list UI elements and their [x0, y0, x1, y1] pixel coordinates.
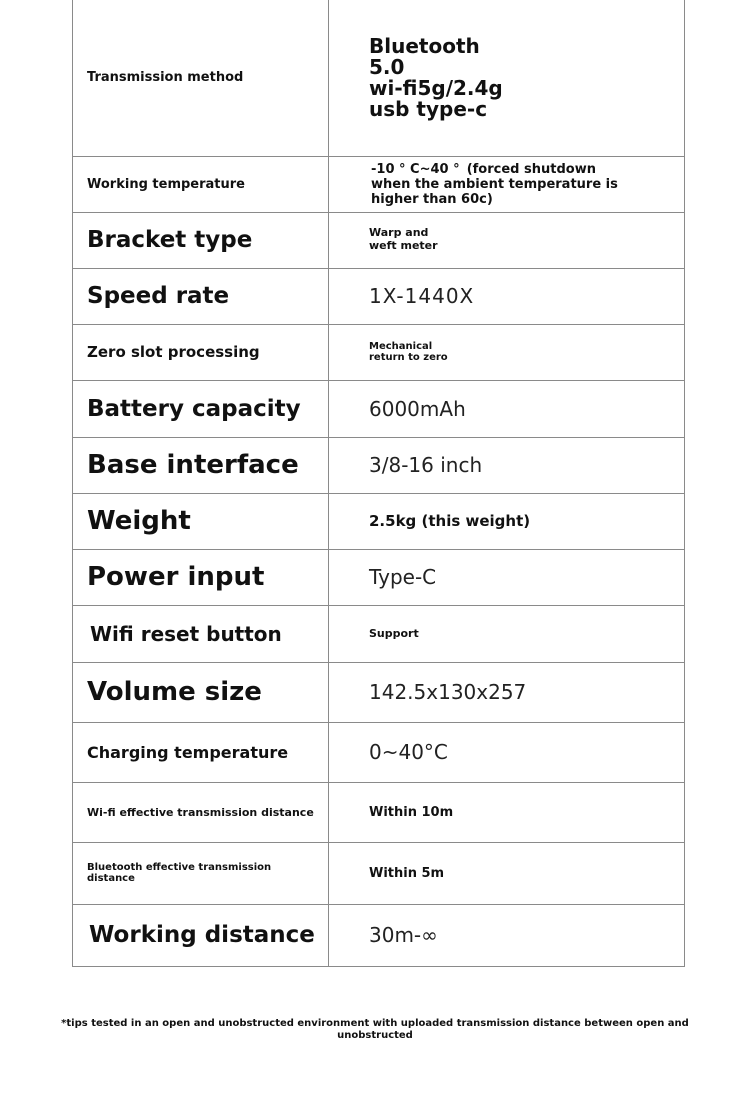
- spec-row-bluetooth-transmission-distance: [73, 842, 685, 904]
- spec-label: Volume size: [73, 662, 329, 722]
- spec-value: 2.5kg (this weight): [329, 493, 685, 549]
- spec-label: Wifi reset button: [73, 605, 329, 662]
- spec-row-wifi-reset-button: [73, 605, 685, 662]
- spec-row-zero-slot-processing: [73, 324, 685, 380]
- spec-value: Within 5m: [329, 842, 685, 904]
- spec-label: Battery capacity: [73, 380, 329, 437]
- spec-value: 1X-1440X: [329, 268, 685, 324]
- spec-value: 6000mAh: [329, 380, 685, 437]
- spec-value: 0~40°C: [329, 722, 685, 782]
- spec-row-working-temperature: [73, 156, 685, 212]
- spec-value: Within 10m: [329, 782, 685, 842]
- spec-label: Working distance: [73, 904, 329, 966]
- spec-row-transmission-method: [73, 0, 685, 156]
- spec-value: 30m-∞: [329, 904, 685, 966]
- spec-value: Support: [329, 605, 685, 662]
- spec-label: Speed rate: [73, 268, 329, 324]
- spec-label: [73, 842, 329, 904]
- spec-row-weight: [73, 493, 685, 549]
- spec-row-wifi-transmission-distance: [73, 782, 685, 842]
- spec-value-text: Bluetooth 5.0 wi-fi5g/2.4g usb type-c: [369, 33, 503, 121]
- spec-value-text: Warp and weft meter: [369, 226, 438, 252]
- spec-label: Charging temperature: [73, 722, 329, 782]
- spec-value-text: Mechanical return to zero: [369, 341, 448, 363]
- spec-label-text: Bluetooth effective transmission distance: [87, 862, 272, 884]
- spec-label: Transmission method: [73, 0, 329, 156]
- spec-row-power-input: [73, 549, 685, 605]
- spec-row-speed-rate: [73, 268, 685, 324]
- spec-label: Wi-fi effective transmission distance: [73, 782, 329, 842]
- spec-label: Working temperature: [73, 156, 329, 212]
- spec-row-base-interface: [73, 437, 685, 493]
- spec-label: Weight: [73, 493, 329, 549]
- spec-value: Type-C: [329, 549, 685, 605]
- spec-row-working-distance: [73, 904, 685, 966]
- spec-row-battery-capacity: [73, 380, 685, 437]
- spec-value: [329, 212, 685, 268]
- spec-row-volume-size: [73, 662, 685, 722]
- spec-label: Zero slot processing: [73, 324, 329, 380]
- spec-label: Power input: [73, 549, 329, 605]
- footnote: *tips tested in an open and unobstructed environment with uploaded transmission distance between open and unobstructed: [61, 1018, 689, 1041]
- spec-label: Bracket type: [73, 212, 329, 268]
- spec-table: [72, 0, 685, 967]
- spec-row-charging-temperature: [73, 722, 685, 782]
- spec-value: [329, 324, 685, 380]
- spec-value: [329, 0, 685, 156]
- spec-value: 142.5x130x257: [329, 662, 685, 722]
- spec-value: [329, 156, 685, 212]
- spec-value: 3/8-16 inch: [329, 437, 685, 493]
- spec-label: Base interface: [73, 437, 329, 493]
- spec-row-bracket-type: [73, 212, 685, 268]
- spec-value-text: -10 ° C~40 ° (forced shutdown when the ambient temperature is higher than 60c): [371, 161, 618, 207]
